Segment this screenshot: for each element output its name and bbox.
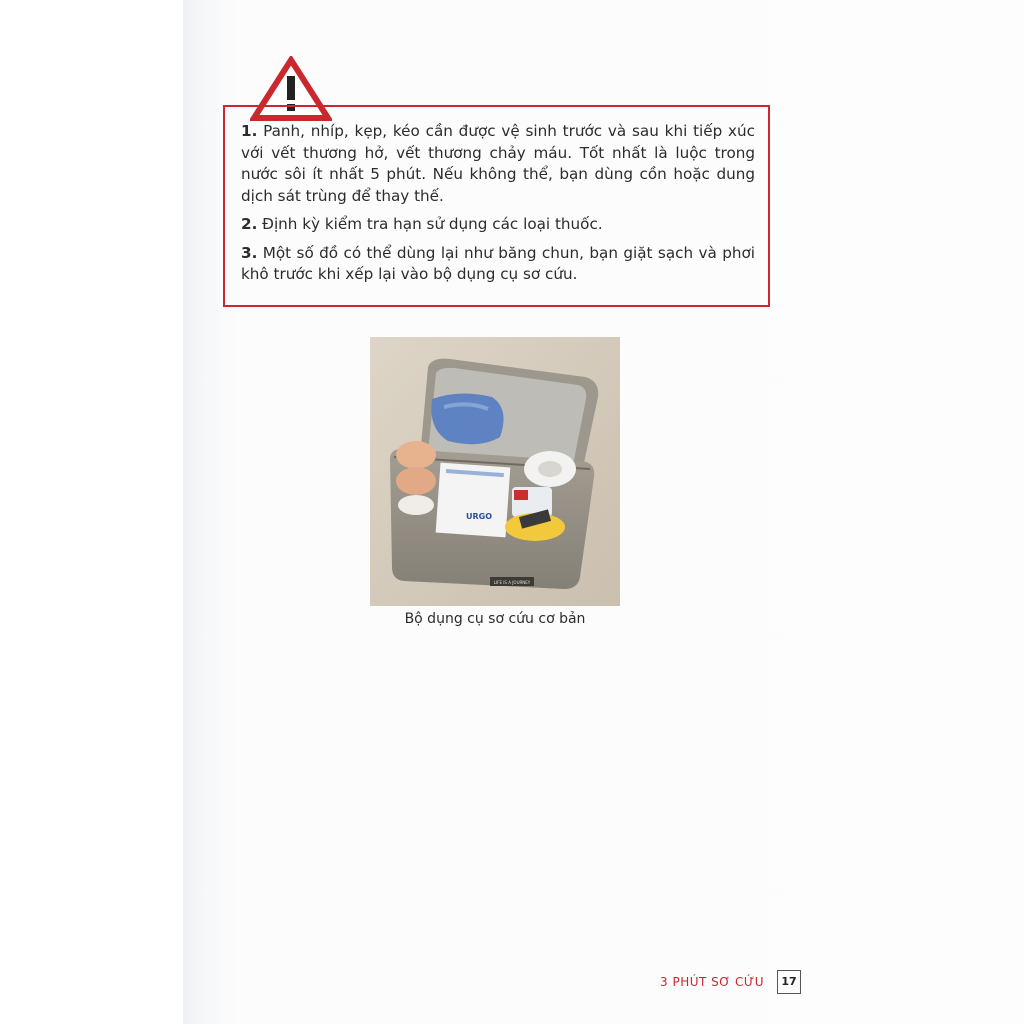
item-number: 2. bbox=[241, 215, 258, 233]
item-number: 1. bbox=[241, 122, 258, 140]
item-text: Một số đồ có thể dùng lại như băng chun, bạn giặt sạch và phơi khô trước khi xếp lại vào bộ dụng cụ sơ cứu. bbox=[241, 243, 756, 283]
warning-list bbox=[241, 121, 755, 293]
page-number: 17 bbox=[777, 970, 801, 994]
urgo-label: URGO bbox=[466, 512, 493, 521]
warning-item-2 bbox=[241, 214, 755, 236]
item-text: Định kỳ kiểm tra hạn sử dụng các loại thuốc. bbox=[262, 215, 603, 233]
bag-tag-label: LIFE IS A JOURNEY bbox=[493, 580, 531, 585]
warning-item-3 bbox=[241, 243, 755, 286]
item-text: Panh, nhíp, kẹp, kéo cần được vệ sinh trước và sau khi tiếp xúc với vết thương hở, vết thương chảy máu. Tốt nhất là luộc trong nước sôi ít nhất 5 phút. Nếu không thể, bạn dùng cồn hoặc dung dịch sát trùng để thay thế. bbox=[241, 122, 755, 205]
running-footer-title: 3 PHÚT SƠ CỨU bbox=[660, 975, 764, 989]
first-aid-kit-photo bbox=[370, 337, 620, 606]
warning-item-1 bbox=[241, 121, 755, 207]
figure-caption: Bộ dụng cụ sơ cứu cơ bản bbox=[404, 611, 586, 627]
item-number: 3. bbox=[241, 243, 258, 262]
